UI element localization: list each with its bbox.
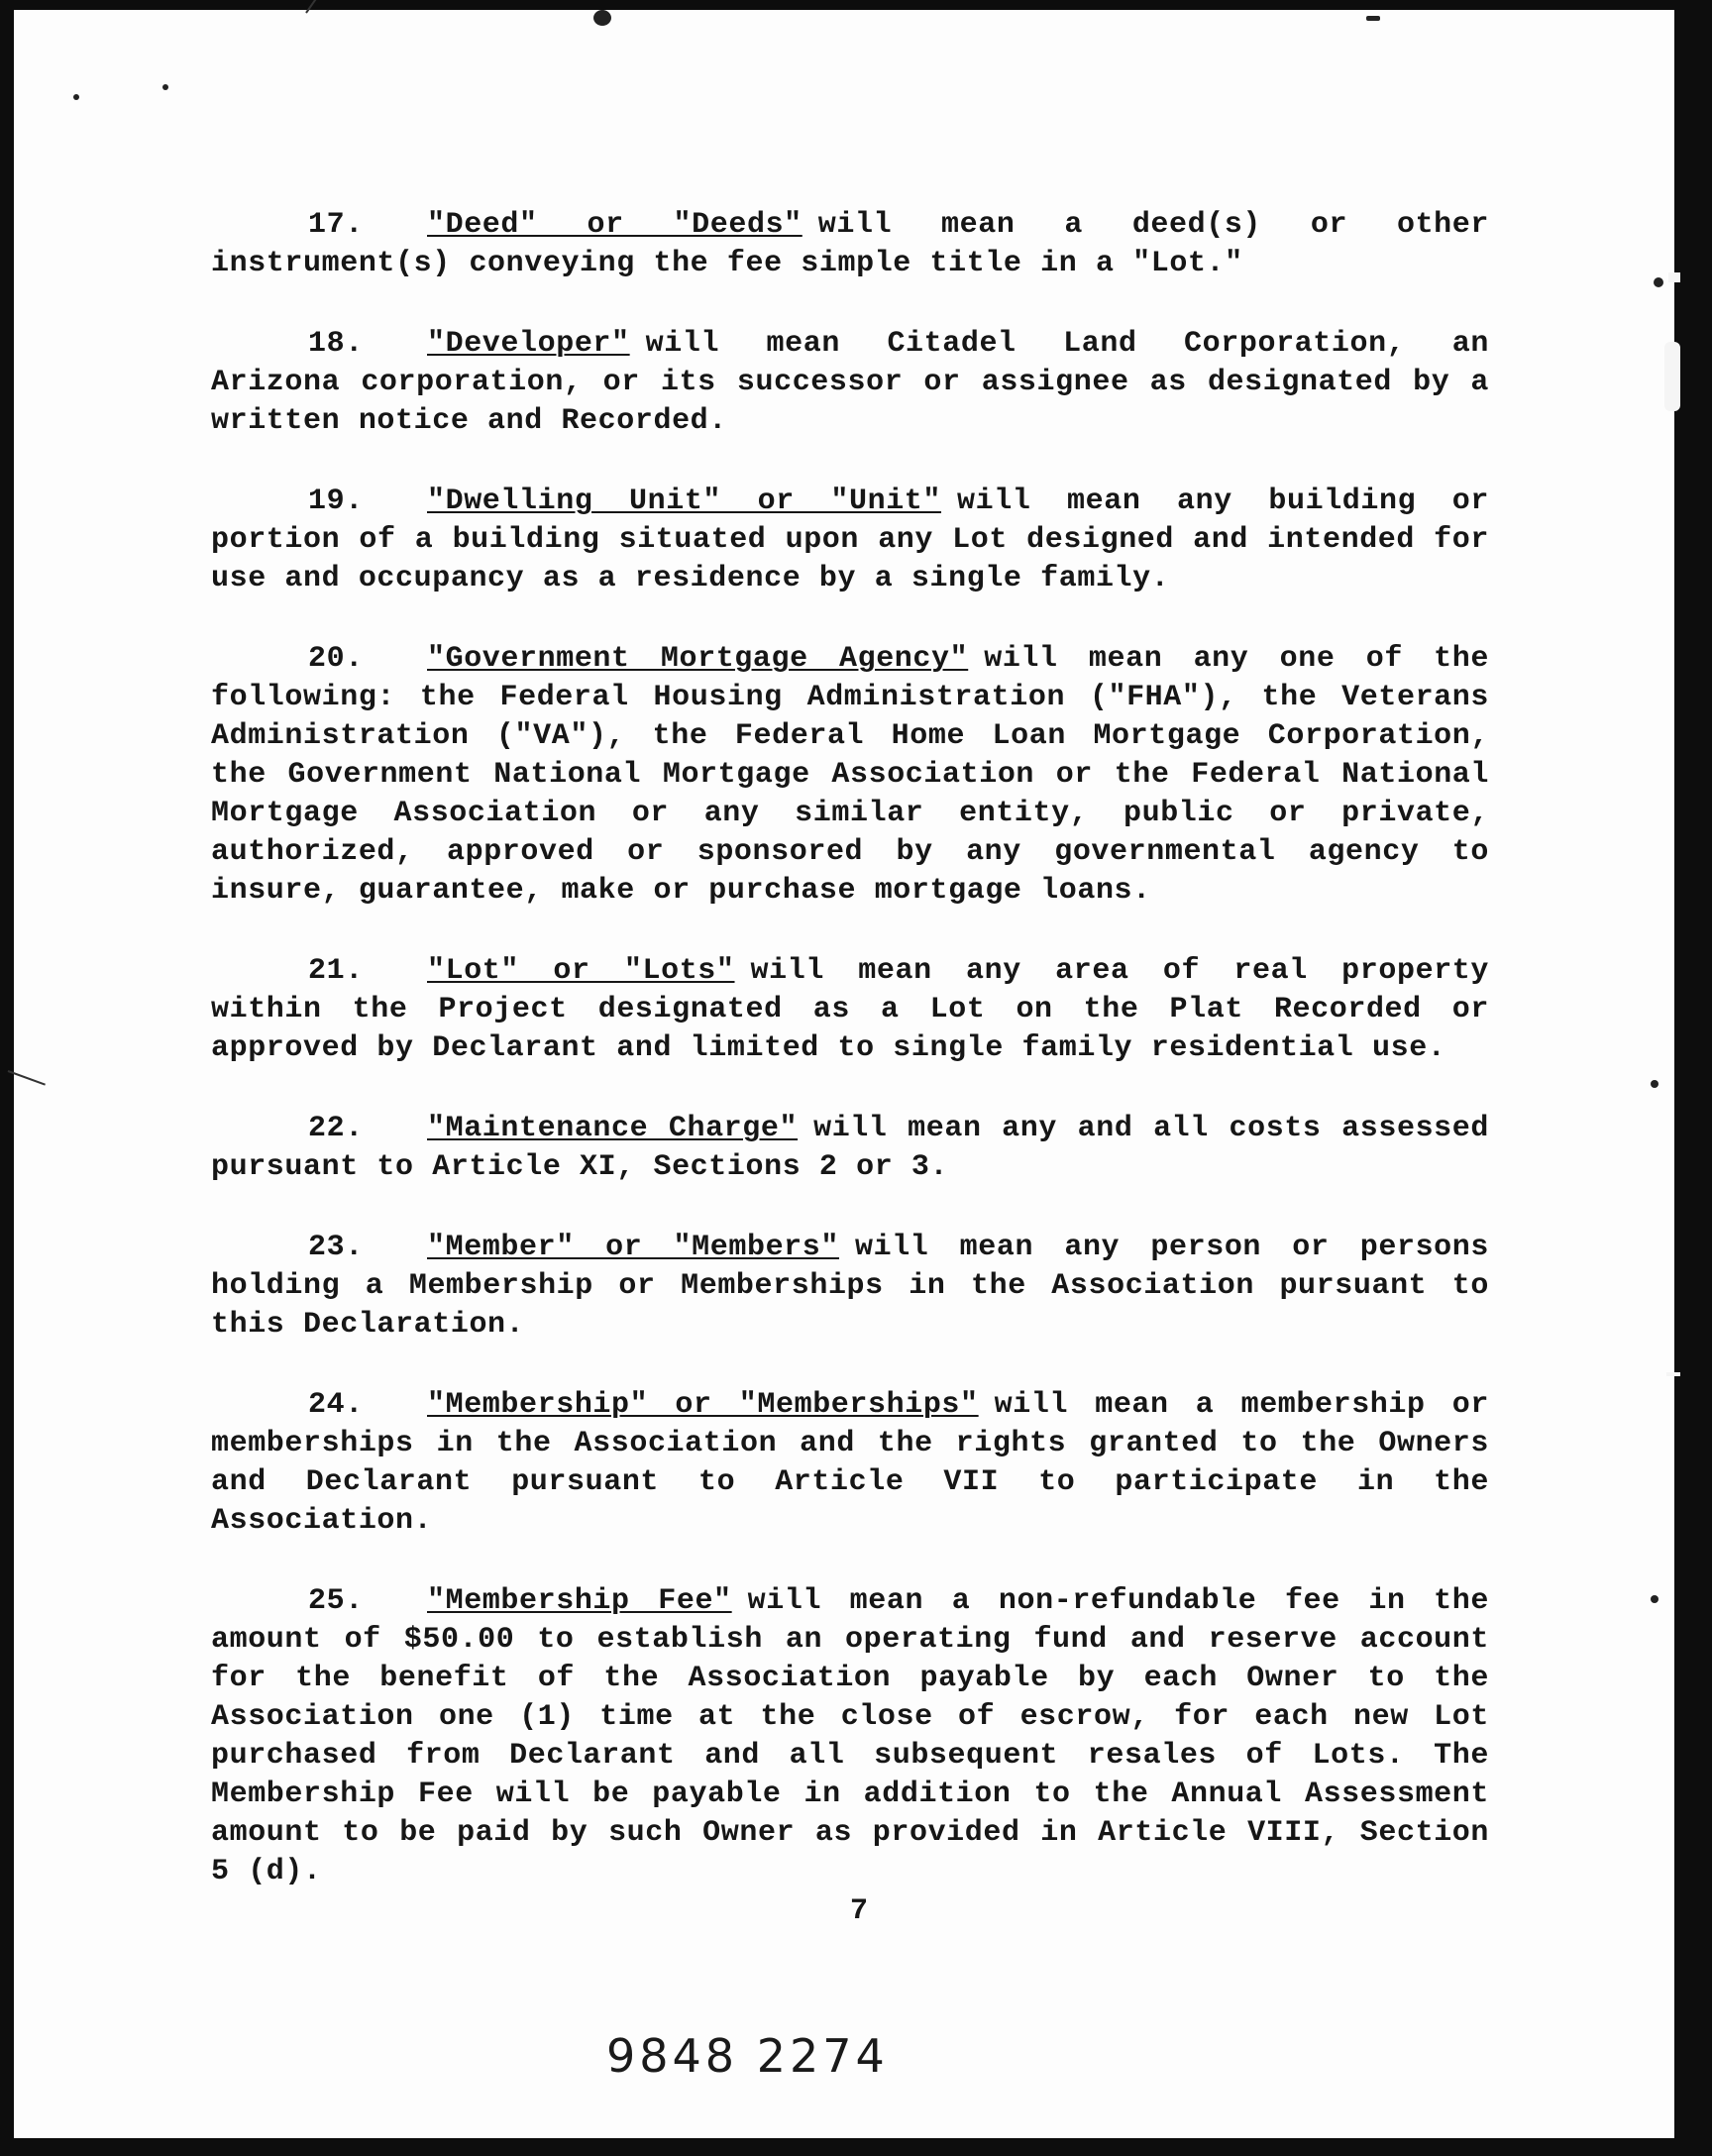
- defined-term: "Membership Fee": [427, 1584, 732, 1618]
- defined-term: "Membership" or "Memberships": [427, 1388, 979, 1422]
- definition-paragraph: [211, 1386, 1489, 1541]
- scan-speck: [162, 84, 168, 90]
- paragraph-number: 23.: [308, 1231, 364, 1264]
- definition-text: will mean any person or persons holding a Membership or Memberships in the Association pursuant to this Declaration.: [211, 1231, 1489, 1342]
- scan-border-right: [1674, 0, 1712, 2156]
- page-number: 7: [850, 1894, 869, 1928]
- defined-term: "Dwelling Unit" or "Unit": [427, 485, 942, 518]
- paragraph-number: 17.: [308, 208, 364, 242]
- definition-paragraph: [211, 640, 1489, 911]
- scan-speck: [73, 94, 79, 100]
- paragraph-number: 21.: [308, 954, 364, 988]
- definition-text: will mean a non-refundable fee in the amount of $50.00 to establish an operating fund and reserve account for the benefit of the Association payable by each Owner to the Association one (1) time at the close of escrow, for each new Lot purchased from Declarant and all subsequent resales of Lots. The Membership Fee will be payable in addition to the Annual Assessment amount to be paid by such Owner as provided in Article VIII, Section 5 (d).: [211, 1584, 1489, 1888]
- definition-paragraph: [211, 483, 1489, 598]
- scan-border-bottom: [0, 2138, 1712, 2156]
- definition-paragraph: [211, 1582, 1489, 1891]
- defined-term: "Member" or "Members": [427, 1231, 839, 1264]
- scan-edge-notch: [1668, 272, 1680, 282]
- definition-paragraph: [211, 1229, 1489, 1345]
- definition-paragraph: [211, 952, 1489, 1068]
- definitions-section: [211, 206, 1489, 1933]
- defined-term: "Developer": [427, 327, 630, 361]
- scan-border-left: [0, 0, 14, 2156]
- defined-term: "Lot" or "Lots": [427, 954, 735, 988]
- scan-speck: [1366, 16, 1380, 21]
- definition-paragraph: [211, 206, 1489, 283]
- definition-text: will mean any building or portion of a building situated upon any Lot designed and intended for use and occupancy as a residence by a single family.: [211, 485, 1489, 595]
- paragraph-number: 18.: [308, 327, 364, 361]
- definition-text: will mean any area of real property within the Project designated as a Lot on the Plat Recorded or approved by Declarant and limited to single family residential use.: [211, 954, 1490, 1065]
- scan-speck: [1651, 1080, 1658, 1088]
- definition-text: will mean Citadel Land Corporation, an Arizona corporation, or its successor or assignee as designated by a written notice and Recorded.: [211, 327, 1489, 438]
- definition-paragraph: [211, 325, 1489, 441]
- definition-text: will mean any one of the following: the Federal Housing Administration ("FHA"), the Veterans Administration ("VA"), the Federal Home Loan Mortgage Corporation, the Government National Mortgage Association or the Federal National Mortgage Association or any similar entity, public or private, authorized, approved or sponsored by any governmental agency to insure, guarantee, make or purchase mortgage loans.: [211, 642, 1489, 908]
- scan-speck: [593, 10, 611, 26]
- scan-speck: [1654, 277, 1663, 287]
- paragraph-number: 19.: [308, 485, 364, 518]
- scan-edge-notch: [1664, 342, 1680, 411]
- document-id-stamp: 9848 2274: [606, 2029, 889, 2083]
- defined-term: "Deed" or "Deeds": [427, 208, 802, 242]
- defined-term: "Maintenance Charge": [427, 1112, 799, 1145]
- definition-paragraph: [211, 1110, 1489, 1187]
- paragraph-number: 24.: [308, 1388, 364, 1422]
- defined-term: "Government Mortgage Agency": [427, 642, 969, 676]
- definition-text: will mean a deed(s) or other instrument(s) conveying the fee simple title in a "Lot.": [211, 208, 1489, 280]
- paragraph-number: 20.: [308, 642, 364, 676]
- definition-text: will mean a membership or memberships in the Association and the rights granted to the Owners and Declarant pursuant to Article VII to participate in the Association.: [211, 1388, 1489, 1538]
- scan-speck: [1651, 1595, 1658, 1603]
- paragraph-number: 25.: [308, 1584, 364, 1618]
- scan-scratch: [8, 1070, 46, 1086]
- paragraph-number: 22.: [308, 1112, 364, 1145]
- definition-text: will mean any and all costs assessed pursuant to Article XI, Sections 2 or 3.: [211, 1112, 1489, 1184]
- scan-edge-notch: [1666, 1372, 1680, 1376]
